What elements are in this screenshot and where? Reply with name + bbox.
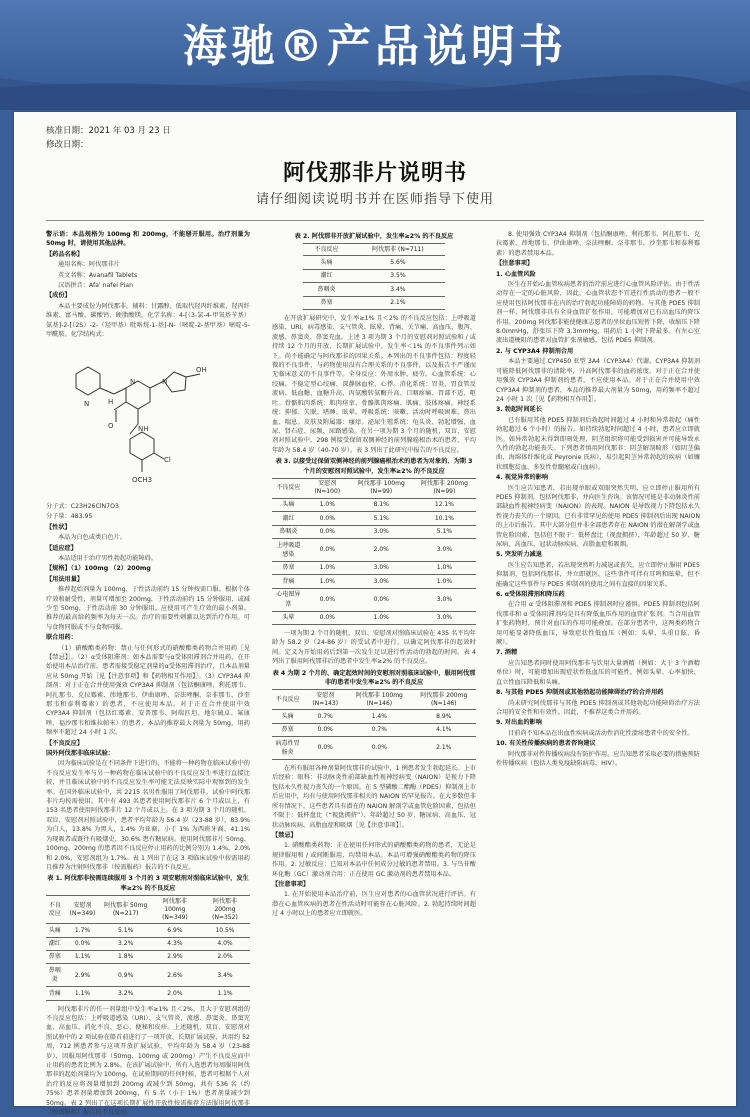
table-cell: 5.1% (350, 512, 413, 525)
table-cell: 1.0% (413, 575, 476, 588)
table-cell: 1.8% (101, 950, 149, 963)
table-cell: 2.0% (200, 950, 250, 963)
svg-text:NH: NH (138, 425, 149, 434)
body-text: 在所有服用各种剂量阿伐那非的试验中，1 例患者发生勃起延长。上市后经验：眼科：非动脉炎性前部缺血性视神经病变（NAION）是视力下降包括永久性视力丧失的一个原因。在 5 型磷酸二酯酶（PDE5）抑制剂上市后应用中，均有与使用阿伐那非相关的 NAION 的罕见报告。在大多数但非所有情况下，这些患者具有潜在的 NAION 解剖学或血管危险因素，包括但不限于：低杯盘比（“视盘拥挤”）、年龄超过 50 岁、糖尿病、高血压、冠状动脉疾病、高脂血症和吸烟［见【注意事项】］。 (272, 765, 476, 829)
molecular-formula: 分子式：C23H26ClN7O3 (46, 502, 119, 510)
table-cell: 1.0% (350, 611, 413, 624)
table-cell: 头痛 (272, 710, 303, 723)
caution-text: 1. 在开始使用本品治疗前，医生应对患者的心血管状况进行评估。有潜在心血管疾病的患者在性活动时可能存在心脏风险。2. 勃起持续时间超过 4 小时以上的患者应立即就医。 (272, 891, 476, 918)
table-cell: 背痛 (272, 575, 305, 588)
svg-text:O: O (108, 422, 114, 431)
table-caption: 表 2. 阿伐那非开放扩展试验中，发生率≥2% 的不良反应 (294, 233, 454, 240)
table-header: 阿伐那非 100mg (N=146) (347, 690, 411, 710)
dosage-text: 推荐起始剂量为 100mg，于性活动前约 15 分钟按需口服。根据个体疗效和耐受性，剂量可增加至 200mg，于性活动前约 15 分钟服用，或减少至 50mg，于性活动前 30 分钟服用。应使用可产生疗效的最小剂量。推荐的最高给药频率为每天一次。治疗的需要性刺激以达到治疗作用。可与食物同服或不与食物同服。 (46, 586, 250, 631)
table-cell: 3.0% (350, 575, 413, 588)
table-row (46, 937, 250, 950)
table-cell: 8.1% (350, 498, 413, 511)
table-row (272, 723, 476, 736)
wave-decoration (0, 70, 750, 110)
table-cell: 头痛 (303, 256, 351, 269)
table-3 (272, 478, 476, 625)
table-cell: 0.0% (64, 937, 102, 950)
name-line: 汉语拼音：Afa' nafei Pian (58, 282, 133, 290)
body-text: 在开放扩展研究中，发生率≥1% 且＜2% 的不良反应包括：上呼吸道感染、URI、病毒感染、支气管炎、眩晕、背痛、关节痛、高血压、腹泻、流感、鼻窦炎、鼻窦充血。上述 3 项为期 3 个月的安慰剂对照试验和 / 或持续 12 个月的开放、长期扩展试验中，发生率＜1% 的不良事件列示如下。尚不能确定与阿伐那非的因果关系。本列出的不良事件包括：程度轻微的不良事件，与药物使用没有合理关系的不良事件，以及报告不严谨而无临床意义的不良事件等。全身反应：外周水肿、疲劳。心血管系统：心绞痛、不稳定型心绞痛、深静脉血栓、心悸。消化系统：胃炎、胃食管反流病、低血糖、血糖升高、丙氨酸转氨酶升高、口咽疼痛、胃部不适、呕吐。骨骼肌肉系统：肌肉痉挛、骨骼肌肉疼痛、肌痛、肢体疼痛。神经系统：抑郁、失眠、嗜睡、眩晕。呼吸系统：咳嗽、活动时呼吸困难、鼻出血、喘息。皮肤及附属器：瘙痒。泌尿生殖系统：龟头炎、勃起增强、血尿、肾石症、尿频、尿路感染。在另一项为期 3 个月的随机、双盲、安慰剂对照试验中，298 例接受保留双侧神经的前列腺癌根治术的患者，平均年龄为 58.4 岁（40-70 岁）。表 3 列出了此研究中报告的不良反应。 (272, 315, 476, 454)
body-text: 应告知患者同时使用阿伐那非与饮用大量酒精（例如：大于 3 个酒精单位）时，可能增加出现症状性低血压的可能性，例如头晕、心率加快、直立性血压降低和头痛。 (496, 659, 700, 686)
table-row (272, 512, 476, 525)
approval-date: 核准日期：2021 年 03 月 23 日 (46, 126, 171, 136)
section-heading: 【不良反应】 (46, 739, 84, 747)
section-heading: 【注意事项】 (272, 880, 310, 888)
table-header: 阿伐那非 50mg (N=217) (101, 896, 149, 924)
table-cell: 0.0% (305, 525, 350, 538)
sub-heading: 1. 心血管风险 (496, 270, 536, 278)
table-cell: 头晕 (272, 611, 305, 624)
table-header: 不良反应 (272, 478, 305, 498)
table-cell: 鼻塞 (272, 561, 305, 574)
table-row (303, 269, 446, 282)
sub-heading: 8. 与其他 PDE5 抑制剂或其他勃起功能障碍治疗的合并用药 (496, 689, 664, 697)
table-cell: 5.6% (350, 256, 445, 269)
table-cell: 潮红 (303, 269, 351, 282)
table-cell: 0.0% (305, 611, 350, 624)
divider (46, 220, 704, 221)
section-heading: 【性状】 (46, 523, 71, 531)
table-header: 阿伐那非 (N=711) (350, 244, 445, 256)
svg-text:N: N (84, 400, 90, 409)
table-cell: 2.0% (350, 539, 413, 562)
table-cell: 2.0% (150, 987, 200, 1000)
sub-heading: 7. 酒精 (496, 649, 518, 657)
table-cell: 0.7% (347, 723, 411, 736)
section-heading: 【适应症】 (46, 544, 77, 552)
table-header: 不良反应 (46, 896, 64, 924)
table-cell: 3.0% (350, 525, 413, 538)
table-row (46, 924, 250, 937)
table-cell: 6.9% (150, 924, 200, 937)
svg-text:H: H (108, 398, 114, 407)
svg-text:OH: OH (196, 366, 207, 375)
table-cell: 3.0% (413, 611, 476, 624)
body-text: 本品主要通过 CYP450 亚型 3A4（CYP3A4）代谢。CYP3A4 抑制剂可能降低阿伐那非的清除率，升高阿伐那非的血药浓度。对于正在合并使用强效 CYP3A4 抑制剂的患者，不应使用本品。对于正在合并使用中效 CYP3A4 抑制剂的患者，本品的推荐最大剂量为 50mg，用药频率不超过 24 小时 1 次［见【药物相互作用】］。 (496, 358, 700, 403)
table-cell: 头痛 (272, 498, 305, 511)
table-row (272, 525, 476, 538)
table-cell: 3.2% (101, 937, 149, 950)
table-cell: 3.4% (200, 964, 250, 987)
table-cell: 0.0% (347, 737, 411, 760)
table-cell: 3.4% (350, 283, 445, 296)
table-cell: 1.4% (347, 710, 411, 723)
sub-heading: 9. 对出血的影响 (496, 719, 542, 727)
combination-text: （1）硝酸酯类药物：禁止与任何形式的硝酸酯类药物合并用药［见【禁忌】］。（2）α受体阻滞剂：如本品需要与α受体阻滞剂合并用药，在开始使用本品治疗前，患者需接受稳定剂量的α受体阻滞剂治疗，且本品剂量应从 50mg 开始［见【注意事项】和【药物相互作用】］。（3）CYP3A4 抑制剂：对于正在合并使用强效 CYP3A4 抑制剂（包括酮康唑、利托那韦、阿扎那韦、克拉霉素、茚地那韦、伊曲康唑、奈法唑酮、奈非那韦、沙奎那韦和泰利霉素）的患者，不应使用本品。对于正在合并使用中效 CYP3A4 抑制剂（包括红霉素、安普那韦、阿瑞匹坦、地尔硫卓、氟康唑、福沙那韦和维拉帕米）的患者，本品的推荐最大剂量为 50mg，用药频率不超过 24 小时 1 次。 (46, 644, 250, 737)
table-row (46, 964, 250, 987)
table-cell: 0.0% (303, 723, 347, 736)
table-cell: 4.1% (412, 723, 476, 736)
table-cell: 1.1% (64, 987, 102, 1000)
column-1 (46, 230, 250, 1117)
sub-heading: 国外阿伐那非临床试验： (46, 750, 115, 758)
table-row (272, 498, 476, 511)
section-heading: 【禁忌】 (272, 831, 297, 839)
table-header: 阿伐那非 200mg (N=99) (413, 478, 476, 498)
body-text: 医生在开始心血管疾病患者的治疗前应进行心血管风险评估。由于性活动存在一定的心脏风险，因此，心血管状态不宜进行性活动的患者一般不应使用包括阿伐那非在内的治疗勃起功能障碍的药物。与其他 PDE5 抑制剂一样，阿伐那非具有全身血管扩张作用，可能增加对已有高血压的降压作用。200mg 阿伐那非能使健康志愿者的坐位血压短暂下降，收缩压下降 8.0mmHg，舒张压下降 3.3mmHg，用药后 1 小时下降最多。有左心室流出道梗阻的患者对血管扩张剂敏感，包括 PDE5 抑制剂。 (496, 281, 700, 345)
table-cell: 潮红 (46, 937, 64, 950)
name-line: 通用名称：阿伐那非片 (58, 261, 120, 269)
table-cell: 2.6% (150, 964, 200, 987)
table-cell: 3.5% (350, 269, 445, 282)
table-cell: 3.0% (413, 539, 476, 562)
table-header: 阿伐那非 200mg (N=146) (412, 690, 476, 710)
sub-heading: 10. 有关性传播疾病的患者咨询建议 (496, 740, 596, 748)
adverse-text-continued: 阿伐那非片的任一剂量组中发生率≥1% 且＜2%，且大于安慰剂组的不良反应包括：上呼吸道感染（URI）、支气管炎、流感、鼻窦炎、鼻窦充血、高血压、消化不良、恶心、便秘和皮疹。上述随机、双盲、安慰剂对照试验中的 2 项试验在船首前进行了一项开放、长期扩展试验，共用约 52 周，712 例患者参与这项开放扩展试验，平均年龄为 58.4 岁（23-88 岁），因服用阿伐那非（50mg、100mg 或 200mg）产生不良反应而中止用药的患者比例为 2.8%。在该扩展试验中，所有入选患者每周服用阿伐那非的起始剂量均为 100mg，在试验期间的任何时候，患者可根据个人对治疗的反应将剂量增加到 200mg 或减少到 50mg，共有 536 名（约 75%）患者剂量增加到 200mg，有 5 名（小于 1%）患者剂量减少到 50mg。表 2 列出了在这项长期扩展性开放性按需推荐方法服用阿伐那非（按需服药）报告的不良反应。 (46, 1005, 250, 1117)
table-cell: 1.0% (413, 561, 476, 574)
revision-date: 修改日期： (46, 140, 89, 150)
table-caption: 表 1. 阿伐那非按需连续服用 3 个月的 3 项安慰剂对照临床试验中，发生率≥2% 的不良反应 (47, 875, 249, 892)
svg-text:N: N (130, 378, 136, 387)
indications-text: 本品适用于治疗男性勃起功能障碍。 (58, 554, 157, 562)
table-row (272, 611, 476, 624)
table-cell: 8.9% (412, 710, 476, 723)
column-2 (272, 230, 476, 1100)
table-cell: 0.0% (350, 588, 413, 611)
column-3 (496, 230, 700, 1100)
table-1 (46, 895, 250, 1000)
sub-heading: 6. α受体阻滞剂和降压药 (496, 591, 565, 599)
table-cell: 心电图异常 (272, 588, 305, 611)
svg-text:N: N (162, 378, 168, 387)
doc-meta (46, 124, 171, 152)
table-cell: 10.1% (413, 512, 476, 525)
table-row (272, 588, 476, 611)
document-subtitle: 请仔细阅读说明书并在医师指导下使用 (255, 192, 494, 207)
table-4 (272, 689, 476, 760)
contraindications-text: 1. 硝酸酯类药物：正在使用任何形式的硝酸酯类药物的患者，无论是规律服用和 / 或间断服用，均禁用本品。本品可增强硝酸酯类药物的降压作用。2. 过敏反应：已知对本品中任何成分过敏的患者禁用。3. 与鸟苷酸环化酶（GC）激动剂合用：正在使用 GC 激动剂的患者禁用本品。 (272, 842, 476, 878)
sub-heading: 5. 突发听力减退 (496, 551, 542, 559)
table-header: 安慰剂 (N=143) (303, 690, 347, 710)
table-cell: 0.0% (305, 512, 350, 525)
body-text: 尚未研究阿伐那非与其他 PDE5 抑制剂或其他勃起功能障碍治疗方法合用的安全性和有效性。因此，不推荐这类合并用药。 (496, 699, 700, 716)
table-cell: 病毒性胃肠炎 (272, 737, 303, 760)
table-cell: 5.1% (101, 924, 149, 937)
table-row (272, 539, 476, 562)
table-header: 安慰剂 (N=100) (305, 478, 350, 498)
table-caption: 表 4 为期 2 个月的、确定起效时间的安慰剂对照临床试验中，服用阿伐那非的患者中发生率≥2% 的不良反应 (272, 669, 476, 687)
composition-text: 本品主要成份为阿伐那非。辅料：甘露醇、低取代羟丙纤维素、羟丙纤维素、富马酸、碳酸钙、硬脂酸镁。化学名称：4-[（3-氯-4-甲氧基苄基）氨基]-2-[（2S）-2-（羟甲基）吡咯烷-1-基]-N-（嘧啶-2-基甲基）嘧啶-5-甲酰胺。化学结构式： (46, 302, 250, 339)
body-text: 在合用 α 受体阻滞剂和 PDE5 抑制剂时应谨慎。PDE5 抑制剂包括阿伐那非和 α 受体阻滞剂均是具有降低血压作用的血管扩张剂。当合用血管扩张药物时，预计对血压的作用可能叠加。在部分患者中，这两类药物合用可能显著降低血压，导致症状性低血压（例如：头晕、头重目眩、昏厥）。 (496, 601, 700, 647)
table-header: 阿伐那非 200mg (N=352) (200, 896, 250, 924)
table-cell: 鼻咽炎 (303, 283, 351, 296)
table-row (272, 710, 476, 723)
section-heading: 【注意事项】 (496, 260, 534, 268)
table-cell: 2.9% (64, 964, 102, 987)
table-cell: 2.1% (412, 737, 476, 760)
body-text: 一项为期 2 个月的随机、双盲、安慰剂对照临床试验在 435 名平均年龄为 58.2 岁（24-86 岁）的受试者中进行，以确定阿伐那非的起效时间。定义为开始用药后到第一次发生足以进行性活动的勃起的时间。表 4 列出了服用阿伐那非后的患者中发生率≥2% 的不良反应。 (272, 630, 476, 666)
sub-heading: 2. 与 CYP3A4 抑制剂合用 (496, 347, 574, 355)
table-caption: 表 3. 以接受过保留双侧神经的前列腺癌根治术的患者为对象的、为期 3 个月的安慰剂对照试验中，发生率≥2% 的不良反应 (275, 458, 473, 475)
table-cell: 2.9% (150, 950, 200, 963)
chemical-structure-image (64, 344, 214, 494)
table-header: 不良反应 (303, 244, 351, 256)
warning-text: 警示语：本品规格为 100mg 和 200mg，不能掰开服用。治疗剂量为 50mg 时，请使用其他品种。 (46, 231, 250, 248)
table-cell: 3.0% (413, 588, 476, 611)
table-cell: 0.9% (101, 964, 149, 987)
table-cell: 鼻咽炎 (46, 964, 64, 987)
table-cell: 鼻塞 (272, 723, 303, 736)
sub-heading: 4. 视觉异常的影响 (496, 474, 549, 482)
body-text: 医生应告知患者，若出现单眼或双眼突然失明，应立即停止服用所有 PDE5 抑制剂，包括阿伐那非，并向医生咨询。该情况可能是非动脉炎性前部缺血性视神经病变（NAION）的表现。NAION 是导致视力下降包括永久性视力丧失的一个原因。已有非常罕见的使用 PDE5 抑制剂后出现 NAION 的上市后报告。其中大部分但并非全部患者存在 NAION 的潜在解剖学或血管危险因素，包括但不限于：低杯盘比（视盘拥挤）、年龄超过 50 岁、糖尿病、高血压、冠状动脉疾病、高脂血症和吸烟。 (496, 484, 700, 548)
table-cell: 1.0% (305, 561, 350, 574)
body-text: 已有服用其他 PDE5 抑制剂后勃起时间超过 4 小时和异常勃起（痛性勃起超过 6 个小时）的报告。如持续勃起时间超过 4 小时，患者应立即就医。如异常勃起未得到即刻处理，阴茎组织将可能受到损害并可能导致永久性的勃起功能丧失。下列患者慎用阿伐那非：阴茎解剖畸形（如阴茎偏曲、海绵体纤维化或 Peyronie 氏病），易引起阴茎异常勃起的疾病（如镰状细胞贫血、多发性骨髓瘤或白血病）。 (496, 416, 700, 471)
table-row (303, 256, 446, 269)
table-row (303, 283, 446, 296)
body-text: 阿伐那非对性传播疾病没有防护作用。应告知患者采取必要的措施预防性传播疾病（包括人类免疫缺陷病毒，HIV）。 (496, 750, 700, 767)
table-cell: 3.0% (350, 561, 413, 574)
body-text: 目前尚不知本品在出血性疾病或活动性消化性溃疡患者中的安全性。 (508, 729, 694, 737)
svg-text:OCH3: OCH3 (132, 476, 153, 485)
table-row (46, 950, 250, 963)
table-row (272, 737, 476, 760)
table-cell: 1.7% (64, 924, 102, 937)
table-row (272, 575, 476, 588)
section-heading: 【用法用量】 (46, 575, 84, 583)
table-row (272, 561, 476, 574)
properties-text: 本品为白色或类白色片。 (58, 534, 127, 542)
table-cell: 4.3% (150, 937, 200, 950)
sub-heading: 3. 勃起时间延长 (496, 406, 542, 414)
document-title: 阿伐那非片说明书 (282, 160, 467, 186)
table-cell: 头痛 (46, 924, 64, 937)
name-line: 英文名称：Avanafil Tablets (58, 271, 138, 279)
table-cell: 1.0% (305, 575, 350, 588)
table-cell: 1.1% (200, 987, 250, 1000)
table-cell: 潮红 (272, 512, 305, 525)
table-cell: 1.0% (305, 498, 350, 511)
table-cell: 鼻塞 (46, 950, 64, 963)
table-header: 阿伐那非 100mg (N=349) (150, 896, 200, 924)
table-header: 安慰剂 (N=349) (64, 896, 102, 924)
table-cell: 12.1% (413, 498, 476, 511)
table-cell: 鼻塞 (303, 296, 351, 309)
section-heading: 【成份】 (46, 292, 71, 300)
table-cell: 背痛 (46, 987, 64, 1000)
table-cell: 0.0% (305, 539, 350, 562)
table-cell: 0.0% (305, 588, 350, 611)
table-row (303, 296, 446, 309)
sub-heading: 联合用药： (46, 634, 77, 642)
table-cell: 4.0% (200, 937, 250, 950)
banner-title: 海驰®产品说明书 (183, 21, 567, 72)
table-cell: 鼻咽炎 (272, 525, 305, 538)
table-header: 阿伐那非 100mg (N=99) (350, 478, 413, 498)
table-cell: 3.2% (101, 987, 149, 1000)
molecular-weight: 分子量：483.95 (46, 513, 93, 521)
table-cell: 5.1% (413, 525, 476, 538)
table-cell: 0.0% (303, 737, 347, 760)
table-cell: 1.1% (64, 950, 102, 963)
table-cell: 2.1% (350, 296, 445, 309)
table-row (46, 987, 250, 1000)
body-text: 8. 使用强效 CYP3A4 抑制剂（包括酮康唑、利托那韦、阿扎那韦、克拉霉素、茚地那韦、伊曲康唑、奈法唑酮、奈非那韦、沙奎那韦和泰利霉素）的患者禁用本品。 (496, 231, 700, 257)
adverse-text: 因为临床试验是在不同条件下进行的，不能将一种药物在临床试验中的不良反应发生率与另一种药物在临床试验中的不良反应发生率进行直接比较，并且临床试验中的不良反应发生率可能无法反映实际中观察到的发生率。在国外临床试验中，共 2215 名男性服用了阿伐那非。试验中阿伐那非片均按需使用。其中有 493 名患者使用阿伐那非片 6 个月或以上，有 153 名患者使用阿伐那非片 12 个月或以上。在 3 项为期 3 个月的随机、双盲、安慰剂对照试验中，患者平均年龄为 56.4 岁（23-88 岁），83.9% 为白人，13.8% 为黑人，1.4% 为亚裔，小于 1% 为西班牙裔。41.1% 为现吸者或既往有吸烟史，30.6% 患有糖尿病。使用阿伐那非片 50mg、100mg、200mg 的患者因不良反应停止用药的比例分别为 1.4%、2.0% 和 2.0%，安慰剂组为 1.7%。表 1 列出了在这 3 项临床试验中按需用药且推荐为注射阿伐那非（按需服药）报告的不良反应。 (46, 760, 250, 871)
body-text: 医生应告知患者，若出现突然听力减退或丧失，应立即停止服用 PDE5 抑制剂，包括阿伐那非，并立即就医。这些事件可伴有耳鸣和眩晕，但不能确定这些事件与 PDE5 抑制剂的使用之间有直接的因果关系。 (496, 561, 700, 588)
table-cell: 上呼吸道感染 (272, 539, 305, 562)
svg-text:Cl: Cl (164, 456, 171, 465)
table-header: 不良反应 (272, 690, 303, 710)
leaflet-page (14, 112, 736, 1117)
section-heading: 【药品名称】 (46, 250, 84, 258)
table-2 (303, 243, 446, 310)
table-cell: 10.5% (200, 924, 250, 937)
table-cell: 0.7% (303, 710, 347, 723)
section-heading: 【规格】（1）100mg （2）200mg (46, 565, 151, 573)
